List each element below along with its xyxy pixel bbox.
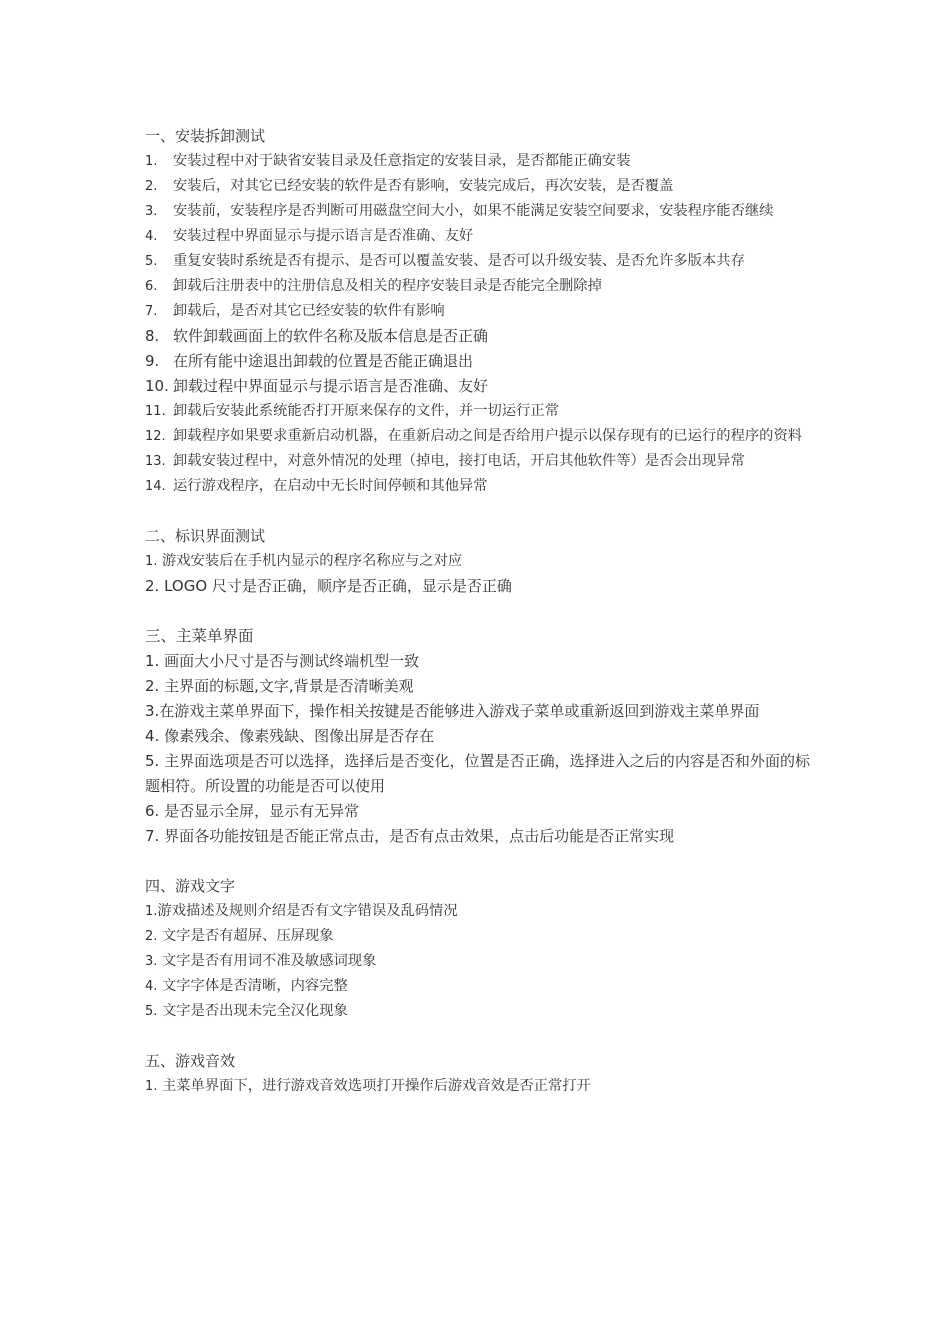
item-text: 界面各功能按钮是否能正常点击，是否有点击效果，点击后功能是否正常实现	[164, 827, 675, 845]
item-text: 在所有能中途退出卸载的位置是否能正确退出	[173, 352, 474, 370]
section-game-audio	[145, 1049, 810, 1099]
list-item	[145, 749, 810, 799]
section-logo-screen	[145, 524, 810, 599]
item-text: 文字是否有超屏、压屏现象	[161, 928, 334, 944]
section-spacer	[145, 1024, 810, 1049]
item-number: 6.	[145, 279, 158, 294]
item-text: LOGO 尺寸是否正确，顺序是否正确，显示是否正确	[164, 577, 512, 595]
list-item	[145, 699, 810, 724]
item-number: 3.	[145, 702, 160, 720]
item-number: 2.	[145, 577, 160, 595]
item-number: 5.	[145, 1004, 158, 1019]
item-text: 在游戏主菜单界面下，操作相关按键是否能够进入游戏子菜单或重新返回到游戏主菜单界面	[159, 702, 760, 720]
item-number: 6.	[145, 802, 160, 820]
item-text: 卸载后，是否对其它已经安装的软件有影响	[173, 303, 445, 319]
list-item	[145, 824, 810, 849]
item-number: 3.	[145, 954, 158, 969]
item-number: 7.	[145, 827, 160, 845]
list-item	[145, 674, 810, 699]
item-number: 2.	[145, 677, 160, 695]
item-number: 2.	[145, 929, 158, 944]
numbered-list	[145, 149, 810, 499]
section-heading: 三、主菜单界面	[145, 627, 254, 645]
item-text: 安装后，对其它已经安装的软件是否有影响，安装完成后，再次安装，是否覆盖	[173, 178, 674, 194]
item-text: 卸载过程中界面显示与提示语言是否准确、友好	[173, 377, 489, 395]
item-text: 主菜单界面下，进行游戏音效选项打开操作后游戏音效是否正常打开	[161, 1078, 591, 1094]
list-item	[145, 199, 810, 224]
list-item	[145, 149, 810, 174]
list-item	[145, 249, 810, 274]
item-number: 13.	[145, 454, 166, 469]
list-item	[145, 324, 810, 349]
list-item	[145, 174, 810, 199]
item-number: 1.	[145, 154, 158, 169]
item-text: 文字是否出现未完全汉化现象	[161, 1003, 348, 1019]
item-number: 10.	[145, 377, 169, 395]
list-item	[145, 649, 810, 674]
section-spacer	[145, 849, 810, 874]
item-text: 卸载安装过程中，对意外情况的处理（掉电，接打电话，开启其他软件等）是否会出现异常	[173, 453, 745, 469]
document-page	[145, 124, 810, 1099]
item-number: 1.	[145, 652, 160, 670]
item-number: 12.	[145, 429, 166, 444]
item-number: 3.	[145, 204, 158, 219]
item-text: 卸载程序如果要求重新启动机器，在重新启动之间是否给用户提示以保存现有的已运行的程序的资料	[173, 428, 803, 444]
item-text: 安装过程中对于缺省安装目录及任意指定的安装目录，是否都能正确安装	[173, 153, 631, 169]
item-number: 4.	[145, 979, 158, 994]
item-text: 运行游戏程序，在启动中无长时间停顿和其他异常	[173, 478, 488, 494]
list-item	[145, 224, 810, 249]
list-item	[145, 374, 810, 399]
section-spacer	[145, 499, 810, 524]
item-text: 卸载后安装此系统能否打开原来保存的文件，并一切运行正常	[173, 403, 560, 419]
section-heading: 二、标识界面测试	[145, 527, 266, 545]
list-item	[145, 974, 810, 999]
item-number: 11.	[145, 404, 166, 419]
item-text: 主界面的标题,文字,背景是否清晰美观	[164, 677, 414, 695]
list-item	[145, 274, 810, 299]
list-item	[145, 899, 810, 924]
list-item	[145, 1074, 810, 1099]
item-text: 像素残余、像素残缺、图像出屏是否存在	[164, 727, 435, 745]
item-text: 主界面选项是否可以选择，选择后是否变化，位置是否正确，选择进入之后的内容是否和外面的标题相符。所设置的功能是否可以使用	[145, 752, 810, 795]
item-text: 安装前，安装程序是否判断可用磁盘空间大小，如果不能满足安装空间要求，安装程序能否继续	[173, 203, 774, 219]
section-main-menu	[145, 624, 810, 849]
item-number: 4.	[145, 229, 158, 244]
section-install-uninstall	[145, 124, 810, 499]
item-number: 1.	[145, 1079, 158, 1094]
item-text: 重复安装时系统是否有提示、是否可以覆盖安装、是否可以升级安装、是否允许多版本共存	[173, 253, 745, 269]
item-text: 软件卸载画面上的软件名称及版本信息是否正确	[173, 327, 489, 345]
list-item	[145, 999, 810, 1024]
item-number: 14.	[145, 479, 166, 494]
item-text: 游戏描述及规则介绍是否有文字错误及乱码情况	[157, 903, 458, 919]
item-text: 游戏安装后在手机内显示的程序名称应与之对应	[161, 553, 463, 569]
section-heading: 四、游戏文字	[145, 877, 236, 895]
section-heading: 五、游戏音效	[145, 1052, 236, 1070]
list-item	[145, 799, 810, 824]
section-spacer	[145, 599, 810, 624]
item-text: 是否显示全屏，显示有无异常	[164, 802, 360, 820]
list-item	[145, 474, 810, 499]
section-game-text	[145, 874, 810, 1024]
list-item	[145, 399, 810, 424]
item-number: 7.	[145, 304, 158, 319]
list-item	[145, 924, 810, 949]
list-item	[145, 724, 810, 749]
list-item	[145, 449, 810, 474]
list-item	[145, 349, 810, 374]
item-number: 5.	[145, 254, 158, 269]
item-number: 8.	[145, 327, 160, 345]
list-item	[145, 549, 810, 574]
item-text: 安装过程中界面显示与提示语言是否准确、友好	[173, 228, 474, 244]
item-number: 2.	[145, 179, 158, 194]
list-item	[145, 424, 810, 449]
list-item	[145, 574, 810, 599]
item-text: 画面大小尺寸是否与测试终端机型一致	[164, 652, 420, 670]
item-number: 5.	[145, 752, 160, 770]
item-text: 卸载后注册表中的注册信息及相关的程序安装目录是否能完全删除掉	[173, 278, 602, 294]
section-heading: 一、安装拆卸测试	[145, 127, 266, 145]
item-number: 4.	[145, 727, 160, 745]
item-number: 1.	[145, 554, 158, 569]
list-item	[145, 299, 810, 324]
item-number: 9.	[145, 352, 160, 370]
item-number: 1.	[145, 904, 158, 919]
item-text: 文字字体是否清晰，内容完整	[161, 978, 348, 994]
list-item	[145, 949, 810, 974]
item-text: 文字是否有用词不准及敏感词现象	[161, 953, 377, 969]
